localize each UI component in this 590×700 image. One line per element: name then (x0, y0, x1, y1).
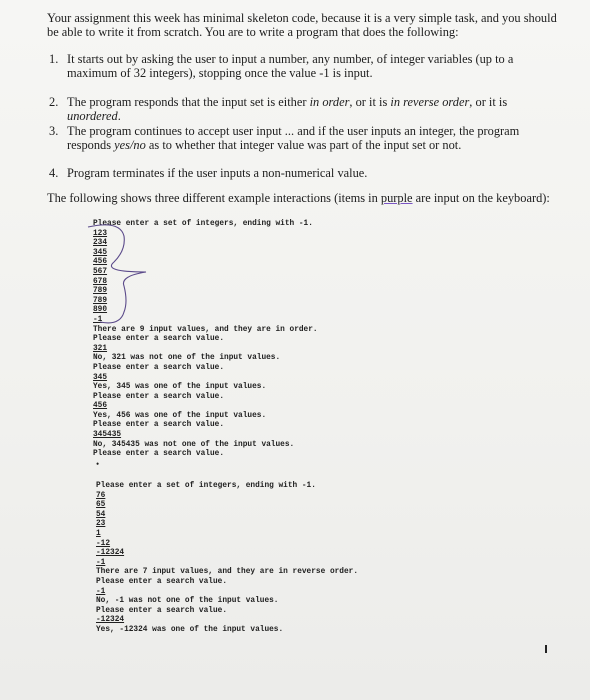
output-line: No, 345435 was not one of the input values. (93, 440, 295, 449)
output-line: There are 9 input values, and they are in order. (93, 325, 318, 334)
keyboard-input-line: 456 (93, 258, 108, 267)
list-text: The program continues to accept user input ... and if the user inputs an integer, the program responds yes/no as to whether that integer value was part of the input set or not. (67, 124, 520, 153)
list-number: 4. (49, 166, 59, 180)
keyboard-input-line: 456 (93, 402, 108, 411)
output-line: Please enter a search value. (93, 421, 225, 430)
list-number: 1. (49, 52, 59, 66)
example-2-code (96, 482, 358, 636)
output-line: No, -1 was not one of the input values. (96, 597, 279, 606)
keyboard-input-line: -1 (96, 558, 106, 567)
keyboard-input-line: 345435 (93, 431, 122, 440)
output-line: There are 7 input values, and they are in reverse order. (96, 568, 359, 577)
keyboard-input-line: 321 (93, 344, 108, 353)
output-line: Please enter a search value. (93, 363, 225, 372)
keyboard-input-line: 23 (96, 520, 106, 529)
output-line: Yes, 345 was one of the input values. (93, 383, 267, 392)
keyboard-input-line: 76 (96, 491, 106, 500)
keyboard-input-line: -12 (96, 539, 111, 548)
output-line: Please enter a search value. (93, 450, 225, 459)
keyboard-input-line: -12324 (96, 616, 125, 625)
output-line: Please enter a search value. (96, 577, 228, 586)
output-line: No, 321 was not one of the input values. (93, 354, 281, 363)
keyboard-input-line: 678 (93, 277, 108, 286)
bracket-annotation (80, 222, 160, 332)
list-number: 2. (49, 95, 59, 109)
keyboard-input-line: -12324 (96, 549, 125, 558)
output-line: Yes, 456 was one of the input values. (93, 411, 267, 420)
output-line: Please enter a set of integers, ending with -1. (96, 482, 316, 490)
keyboard-input-line: 1 (96, 529, 101, 538)
list-text: The program responds that the input set is either in order, or it is in reverse order, or it is unordered. (67, 95, 508, 124)
output-line: Please enter a search value. (93, 335, 225, 344)
keyboard-input-line: 789 (93, 296, 108, 305)
list-text: It starts out by asking the user to input a number, any number, of integer variables (up to a maximum of 32 integers), stopping once the value -1 is input. (67, 52, 514, 81)
output-line: Please enter a search value. (93, 392, 225, 401)
list-number: 3. (49, 124, 59, 138)
keyboard-input-line: 890 (93, 306, 108, 315)
keyboard-input-line: 234 (93, 239, 108, 248)
output-line: Yes, -12324 was one of the input values. (96, 625, 284, 634)
output-line: Please enter a set of integers, ending with -1. (93, 220, 313, 228)
examples-intro: The following shows three different example interactions (items in purple are input on the keyboard): (47, 191, 550, 205)
pen-mark (545, 645, 547, 653)
keyboard-input-line: 345 (93, 248, 108, 257)
keyboard-input-line: -1 (96, 587, 106, 596)
purple-note: purple (380, 191, 413, 205)
keyboard-input-line: -1 (93, 315, 103, 324)
keyboard-input-line: 54 (96, 510, 106, 519)
list-text: Program terminates if the user inputs a non-numerical value. (67, 166, 368, 180)
output-line: Please enter a search value. (96, 606, 228, 615)
intro-paragraph: Your assignment this week has minimal skeleton code, because it is a very simple task, and you should be able to write it from scratch. You are to write a program that does the following: (47, 11, 557, 40)
keyboard-input-line: 345 (93, 373, 108, 382)
bullet-mark: • (96, 459, 100, 469)
keyboard-input-line: 567 (93, 267, 108, 276)
keyboard-input-line: 123 (93, 229, 108, 238)
keyboard-input-line: 65 (96, 501, 106, 510)
keyboard-input-line: 789 (93, 287, 108, 296)
